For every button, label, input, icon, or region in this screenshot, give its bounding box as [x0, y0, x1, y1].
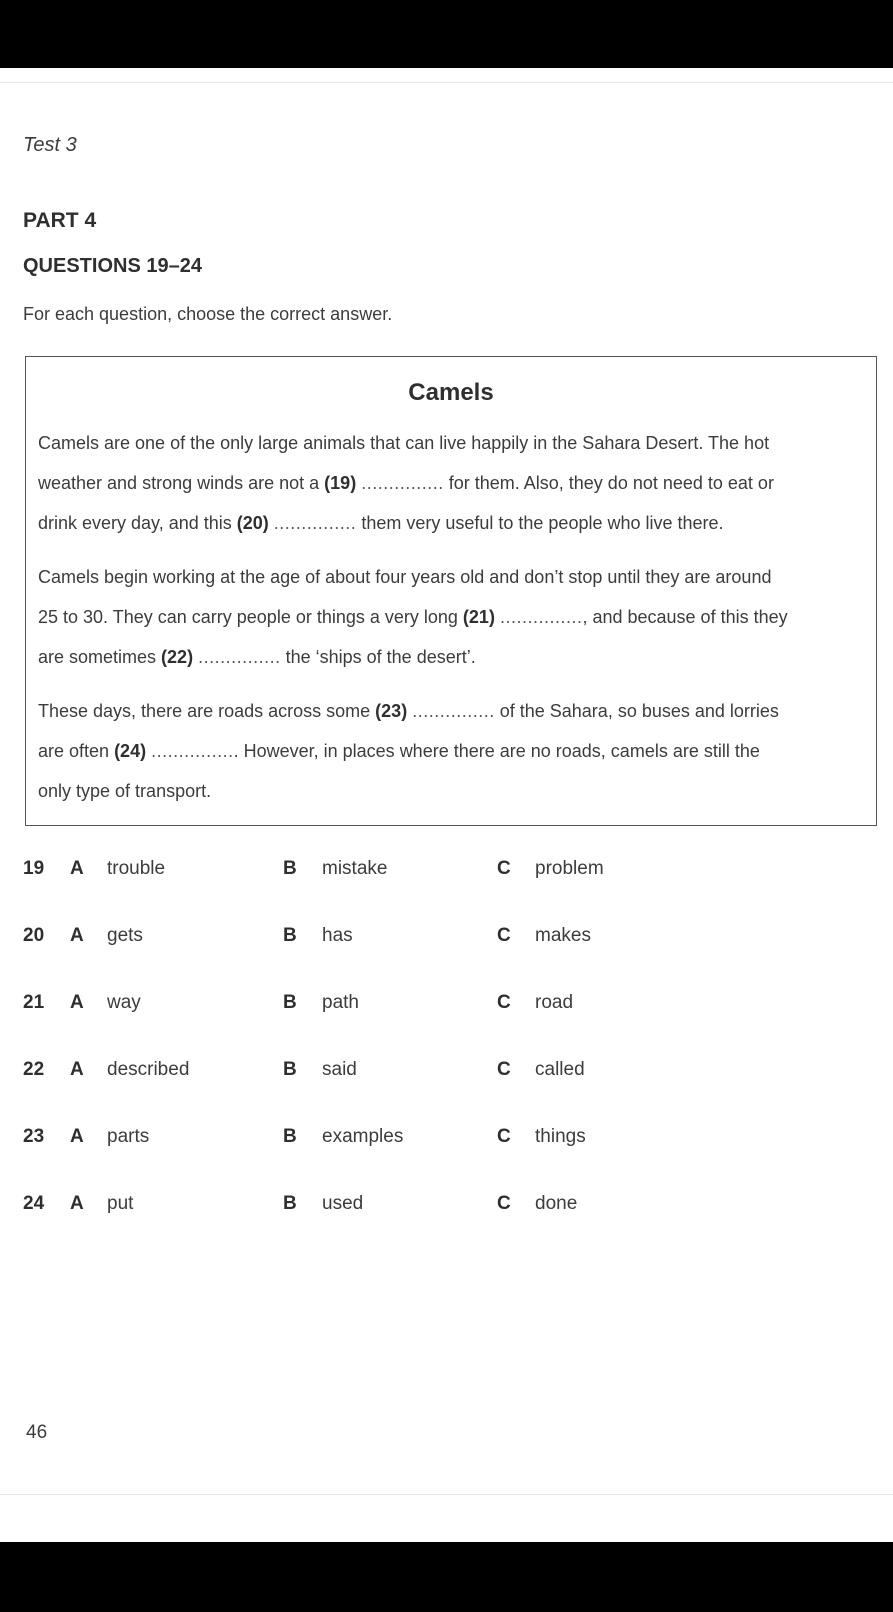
question-row-23 [0, 1126, 893, 1154]
passage-line: These days, there are roads across some (23) ............... of the Sahara, so buses and lorries [38, 701, 779, 721]
option-letter-b: B [283, 858, 297, 879]
instruction-text: For each question, choose the correct answer. [23, 304, 393, 324]
document-page [0, 68, 893, 1542]
option-letter-c: C [497, 858, 511, 879]
option-letter-c: C [497, 1059, 511, 1080]
passage-line: Camels are one of the only large animals that can live happily in the Sahara Desert. The hot [38, 433, 770, 453]
passage-line: are sometimes (22) ............... the ‘ships of the desert’. [38, 647, 476, 667]
question-row-20 [0, 925, 893, 953]
question-row-21 [0, 992, 893, 1020]
test-label: Test 3 [23, 134, 77, 156]
gap-number: (21) [462, 607, 495, 627]
answer-gap: ............... [273, 513, 357, 533]
question-number: 19 [23, 858, 45, 879]
option-c[interactable]: done [535, 1193, 578, 1214]
question-number: 23 [23, 1126, 45, 1147]
question-number: 20 [23, 925, 45, 946]
part-title: PART 4 [23, 209, 97, 232]
option-c[interactable]: makes [535, 925, 591, 946]
questions-title: QUESTIONS 19–24 [23, 255, 202, 277]
page-number: 46 [26, 1422, 48, 1443]
option-letter-b: B [283, 992, 297, 1013]
option-b[interactable]: examples [322, 1126, 404, 1147]
answer-gap: ............... [412, 701, 495, 721]
answer-gap: ............... [198, 647, 281, 667]
passage-title: Camels [408, 379, 494, 406]
question-number: 24 [23, 1193, 45, 1214]
question-number: 22 [23, 1059, 45, 1080]
gap-number: (19) [324, 473, 357, 493]
option-letter-a: A [70, 1193, 84, 1214]
passage-box [25, 356, 877, 826]
option-c[interactable]: problem [535, 858, 604, 879]
question-number: 21 [23, 992, 45, 1013]
passage-line: weather and strong winds are not a (19) ............... for them. Also, they do not need to eat or [38, 473, 774, 493]
option-letter-b: B [283, 1193, 297, 1214]
option-letter-b: B [283, 1126, 297, 1147]
top-divider [0, 82, 893, 83]
passage-line: Camels begin working at the age of about four years old and don’t stop until they are around [38, 567, 772, 587]
option-c[interactable]: things [535, 1126, 586, 1147]
option-a[interactable]: gets [107, 925, 143, 946]
option-b[interactable]: path [322, 992, 359, 1013]
question-row-19 [0, 858, 893, 886]
option-c[interactable]: road [535, 992, 574, 1013]
option-c[interactable]: called [535, 1059, 585, 1080]
option-letter-c: C [497, 992, 511, 1013]
answer-gap: ............... [151, 741, 234, 761]
option-a[interactable]: parts [107, 1126, 150, 1147]
passage-line: drink every day, and this (20) ............... them very useful to the people who live there. [38, 513, 724, 533]
option-letter-a: A [70, 858, 84, 879]
gap-number: (22) [161, 647, 194, 667]
option-letter-a: A [70, 1059, 84, 1080]
option-letter-c: C [497, 1126, 511, 1147]
answer-gap: ............... [499, 607, 583, 627]
passage-line: 25 to 30. They can carry people or things a very long (21) ..............., and because of this they [38, 607, 788, 627]
passage-line: only type of transport. [38, 781, 212, 801]
bottom-divider [0, 1494, 893, 1495]
option-a[interactable]: described [107, 1059, 190, 1080]
option-a[interactable]: put [107, 1193, 134, 1214]
gap-number: (20) [236, 513, 269, 533]
gap-number: (23) [375, 701, 408, 721]
question-row-22 [0, 1059, 893, 1087]
option-letter-b: B [283, 925, 297, 946]
passage-line: are often (24) ................ However, in places where there are no roads, camels are still the [38, 741, 760, 761]
option-letter-a: A [70, 1126, 84, 1147]
option-b[interactable]: mistake [322, 858, 388, 879]
option-letter-a: A [70, 925, 84, 946]
question-row-24 [0, 1193, 893, 1221]
option-letter-b: B [283, 1059, 297, 1080]
option-a[interactable]: trouble [107, 858, 166, 879]
option-letter-a: A [70, 992, 84, 1013]
gap-number: (24) [114, 741, 147, 761]
option-b[interactable]: used [322, 1193, 364, 1214]
option-letter-c: C [497, 925, 511, 946]
answer-gap: ............... [361, 473, 444, 493]
option-letter-c: C [497, 1193, 511, 1214]
option-b[interactable]: has [322, 925, 353, 946]
option-b[interactable]: said [322, 1059, 357, 1080]
option-a[interactable]: way [107, 992, 141, 1013]
